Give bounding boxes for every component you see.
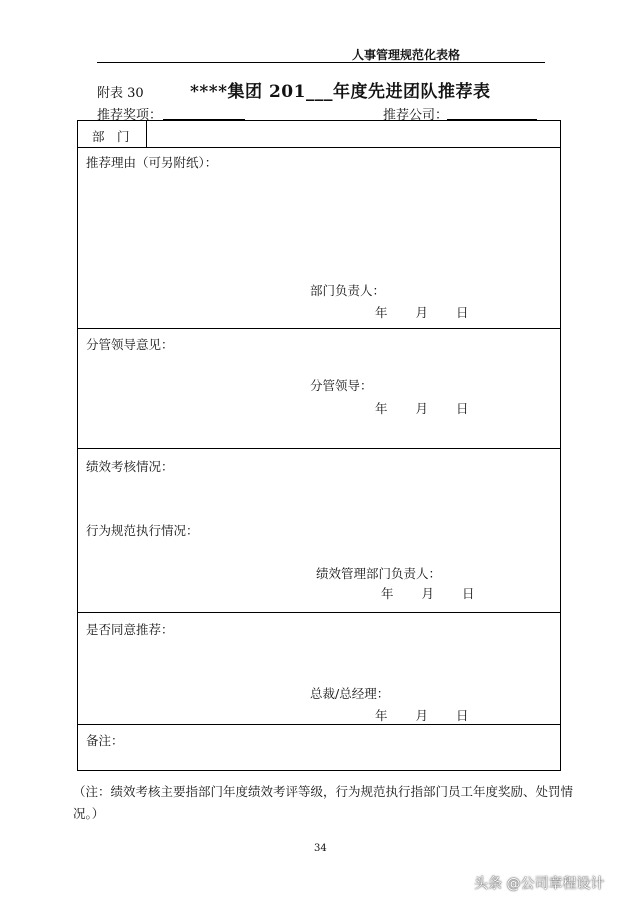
month-label: 月	[415, 305, 429, 320]
annex-label: 附表 30	[97, 86, 144, 101]
performance-signer-label: 绩效管理部门负责人：	[316, 566, 442, 581]
leader-opinion-label: 分管领导意见：	[86, 337, 174, 352]
performance-date	[381, 584, 475, 602]
remarks-label: 备注：	[86, 733, 124, 748]
column-divider	[146, 121, 147, 147]
reason-label: 推荐理由（可另附纸）：	[86, 155, 218, 170]
watermark: 头条 @公司章程设计	[474, 876, 605, 892]
day-label: 日	[462, 586, 475, 601]
footer-note: （注：绩效考核主要指部门年度绩效考评等级，行为规范执行指部门员工年度奖励、处罚情况。）	[73, 784, 574, 821]
year-label: 年	[381, 586, 394, 601]
row-divider	[78, 328, 560, 329]
day-label: 日	[456, 305, 469, 320]
month-label: 月	[421, 586, 435, 601]
form-title: ****集团 201___年度先进团队推荐表	[190, 82, 491, 102]
approval-label: 是否同意推荐：	[86, 622, 174, 637]
header-divider	[97, 62, 545, 63]
leader-signer-label: 分管领导：	[310, 378, 373, 393]
department-label: 部 门	[92, 129, 130, 144]
row-divider	[78, 147, 560, 148]
day-label: 日	[456, 708, 469, 723]
month-label: 月	[415, 401, 429, 416]
row-divider	[78, 448, 560, 449]
row-divider	[78, 612, 560, 613]
month-label: 月	[415, 708, 429, 723]
page-number: 34	[314, 843, 327, 854]
conduct-label: 行为规范执行情况：	[86, 523, 199, 538]
approval-date	[375, 706, 469, 724]
award-label: 推荐奖项：	[97, 108, 163, 123]
year-label: 年	[375, 305, 388, 320]
header-title: 人事管理规范化表格	[352, 48, 461, 62]
day-label: 日	[456, 401, 469, 416]
row-divider	[78, 724, 560, 725]
recommendation-form	[77, 120, 561, 771]
leader-date	[375, 399, 469, 417]
year-label: 年	[375, 708, 388, 723]
year-label: 年	[375, 401, 388, 416]
reason-signer-label: 部门负责人：	[310, 283, 386, 298]
reason-date	[375, 303, 469, 321]
approval-signer-label: 总裁/总经理：	[310, 686, 390, 701]
company-label: 推荐公司：	[383, 108, 449, 123]
department-field[interactable]	[150, 123, 555, 145]
performance-label: 绩效考核情况：	[86, 459, 174, 474]
